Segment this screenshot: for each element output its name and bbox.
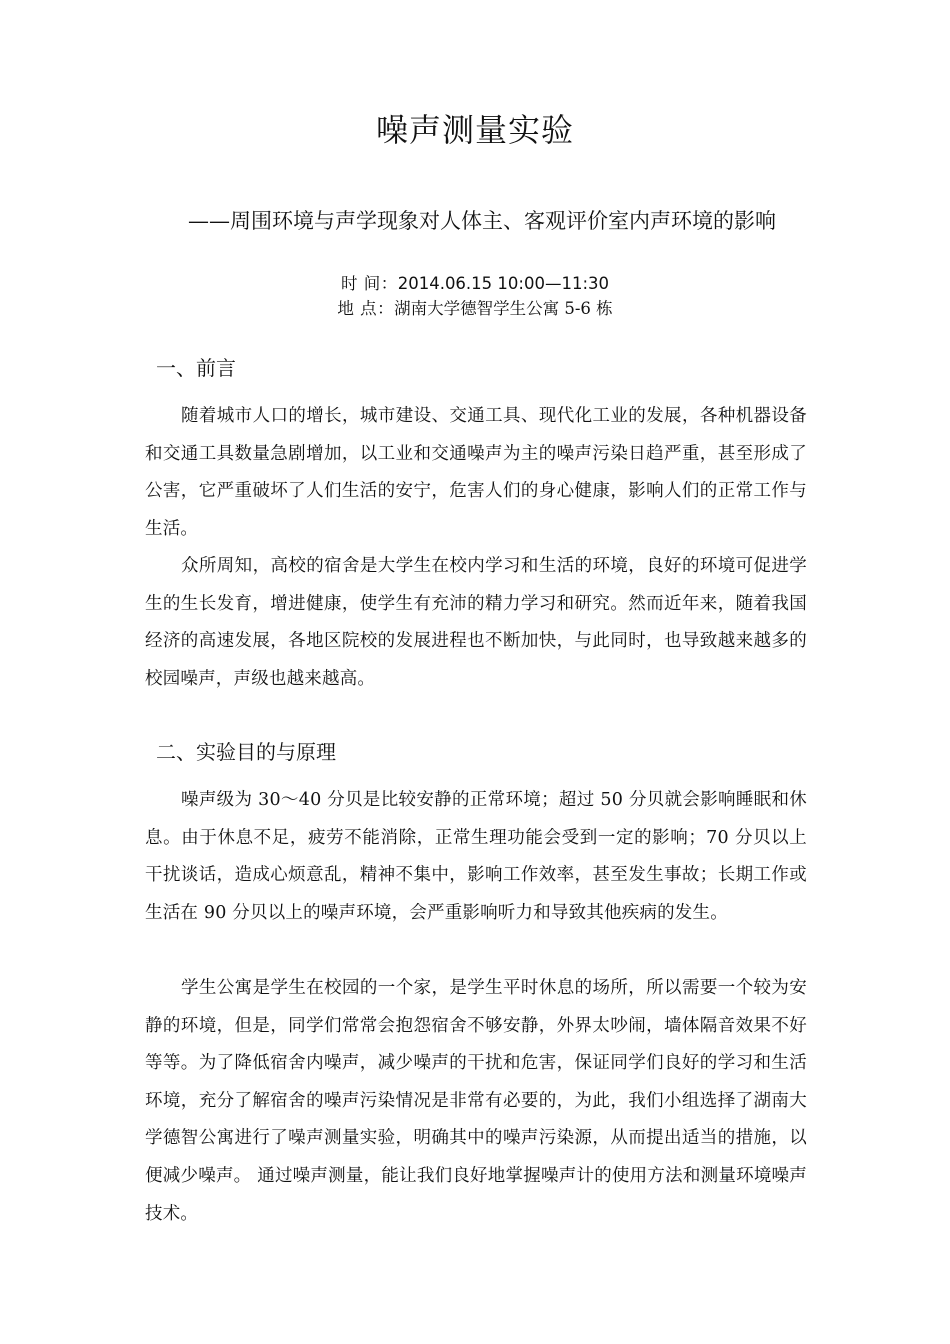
document-title: 噪声测量实验 [375, 111, 574, 149]
purpose-paragraph-2: 学生公寓是学生在校园的一个家，是学生平时休息的场所，所以需要一个较为安静的环境，但是，同学们常常会抱怨宿舍不够安静，外界太吵闹，墙体隔音效果不好等等。为了降低宿舍内噪声，减少噪声的干扰和危害，保证同学们良好的学习和生活环境，充分了解宿舍的噪声污染情况是非常有必要的，为此，我们小组选择了湖南大学德智公寓进行了噪声测量实验，明确其中的噪声污染源，从而提出适当的措施，以便减少噪声。 通过噪声测量，能让我们良好地掌握噪声计的使用方法和测量环境噪声技术。 [145, 978, 807, 1224]
place-label: 地 点： [337, 299, 395, 318]
preface-paragraph-2: 众所周知，高校的宿舍是大学生在校内学习和生活的环境，良好的环境可促进学生的生长发育，增进健康，使学生有充沛的精力学习和研究。然而近年来，随着我国经济的高速发展，各地区院校的发展进程也不断加快，与此同时，也导致越来越多的校园噪声，声级也越来越高。 [145, 556, 807, 689]
experiment-time [0, 271, 950, 297]
time-label: 时 间： [340, 274, 398, 293]
time-value: 2014.06.15 10:00—11:30 [397, 274, 610, 293]
document-subtitle: ——周围环境与声学现象对人体主、客观评价室内声环境的影响 [188, 209, 776, 233]
section-heading-purpose: 二、实验目的与原理 [156, 740, 336, 764]
section-heading-preface: 一、前言 [156, 356, 236, 380]
preface-paragraph-1: 随着城市人口的增长，城市建设、交通工具、现代化工业的发展，各种机器设备和交通工具数量急剧增加，以工业和交通噪声为主的噪声污染日趋严重，甚至形成了公害，它严重破坏了人们生活的安宁，危害人们的身心健康，影响人们的正常工作与生活。 [145, 406, 807, 539]
purpose-paragraph-1: 噪声级为 30～40 分贝是比较安静的正常环境；超过 50 分贝就会影响睡眠和休息。由于休息不足，疲劳不能消除，正常生理功能会受到一定的影响；70 分贝以上干扰谈话，造成心烦意乱，精神不集中，影响工作效率，甚至发生事故；长期工作或生活在 90 分贝以上的噪声环境，会严重影响听力和导致其他疾病的发生。 [145, 790, 807, 923]
place-value: 湖南大学德智学生公寓 5-6 栋 [394, 299, 613, 318]
experiment-place [0, 296, 950, 322]
